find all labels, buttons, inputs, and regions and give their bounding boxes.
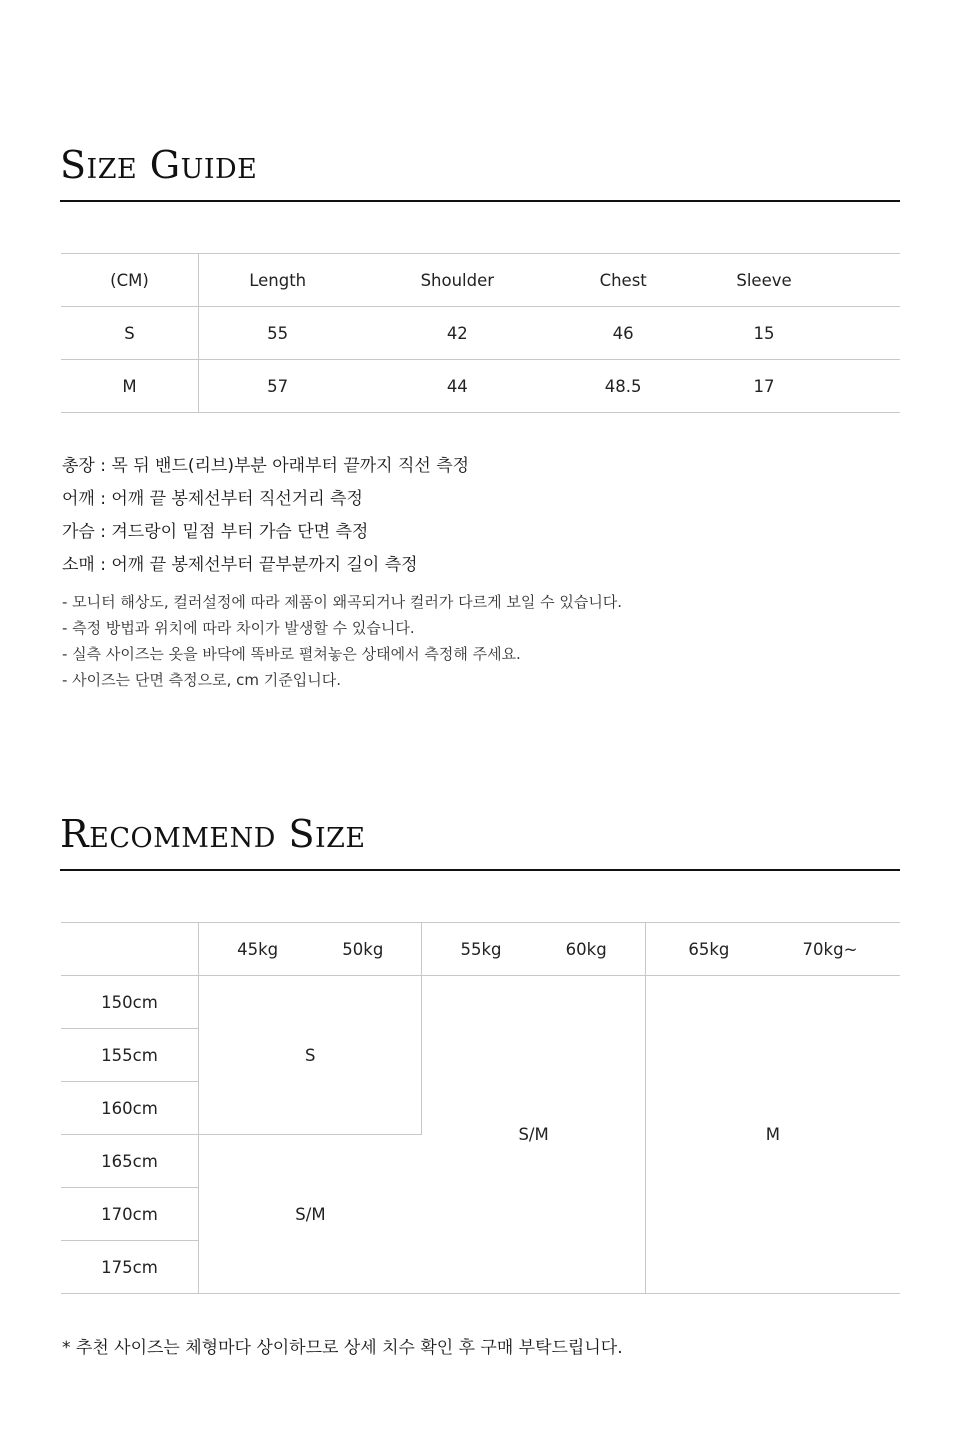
recommend-cell-sm-lower: S/M [199, 1135, 422, 1294]
weight-label: 50kg [342, 939, 384, 959]
weight-group-2 [422, 923, 645, 976]
table-row [61, 360, 900, 413]
spacer-cell [840, 254, 900, 307]
unit-header: (CM) [61, 254, 199, 307]
table-cell: 17 [688, 360, 840, 413]
shoulder-header: Shoulder [356, 254, 558, 307]
table-cell: 57 [199, 360, 357, 413]
weight-header-row [61, 923, 900, 976]
table-cell: 44 [356, 360, 558, 413]
length-header: Length [199, 254, 357, 307]
recommend-cell-sm: S/M [422, 976, 645, 1294]
note-line: 어깨 : 어깨 끝 봉제선부터 직선거리 측정 [62, 489, 363, 509]
weight-label: 65kg [688, 939, 730, 959]
disclaimer-line: - 사이즈는 단면 측정으로, cm 기준입니다. [62, 671, 341, 689]
table-cell: 46 [558, 307, 688, 360]
recommend-size-table [61, 922, 900, 1294]
height-label: 165cm [61, 1135, 199, 1188]
size-label: S [61, 307, 199, 360]
height-label: 150cm [61, 976, 199, 1029]
size-guide-title: Size Guide [60, 143, 258, 187]
height-label: 155cm [61, 1029, 199, 1082]
weight-label: 70kg~ [802, 939, 858, 959]
note-line: 총장 : 목 뒤 밴드(리브)부분 아래부터 끝까지 직선 측정 [62, 456, 470, 476]
height-label: 170cm [61, 1188, 199, 1241]
recommend-footnote: * 추천 사이즈는 체형마다 상이하므로 상세 치수 확인 후 구매 부탁드립니다. [62, 1338, 623, 1358]
weight-group-3 [645, 923, 900, 976]
recommend-cell-s: S [199, 976, 422, 1135]
spacer-cell [840, 360, 900, 413]
measurement-notes [62, 450, 469, 582]
corner-cell [61, 923, 199, 976]
recommend-size-title: Recommend Size [60, 812, 366, 856]
height-label: 160cm [61, 1082, 199, 1135]
size-label: M [61, 360, 199, 413]
weight-label: 55kg [460, 939, 502, 959]
weight-label: 60kg [565, 939, 607, 959]
size-guide-divider [60, 200, 900, 202]
note-line: 가슴 : 겨드랑이 밑점 부터 가슴 단면 측정 [62, 522, 369, 542]
disclaimer-line: - 모니터 해상도, 컬러설정에 따라 제품이 왜곡되거나 컬러가 다르게 보일 수 있습니다. [62, 593, 623, 611]
table-cell: 15 [688, 307, 840, 360]
size-guide-table [61, 253, 900, 413]
recommend-cell-m: M [645, 976, 900, 1294]
note-line: 소매 : 어깨 끝 봉제선부터 끝부분까지 길이 측정 [62, 555, 418, 575]
sleeve-header: Sleeve [688, 254, 840, 307]
spacer-cell [840, 307, 900, 360]
weight-label: 45kg [237, 939, 279, 959]
chest-header: Chest [558, 254, 688, 307]
table-cell: 55 [199, 307, 357, 360]
table-cell: 48.5 [558, 360, 688, 413]
table-row [61, 307, 900, 360]
table-row [61, 976, 900, 1029]
height-label: 175cm [61, 1241, 199, 1294]
disclaimer-line: - 측정 방법과 위치에 따라 차이가 발생할 수 있습니다. [62, 619, 415, 637]
disclaimer-line: - 실측 사이즈는 옷을 바닥에 똑바로 펼쳐놓은 상태에서 측정해 주세요. [62, 645, 521, 663]
table-cell: 42 [356, 307, 558, 360]
recommend-size-divider [60, 869, 900, 871]
disclaimer-notes [62, 589, 622, 693]
weight-group-1 [199, 923, 422, 976]
table-header-row [61, 254, 900, 307]
